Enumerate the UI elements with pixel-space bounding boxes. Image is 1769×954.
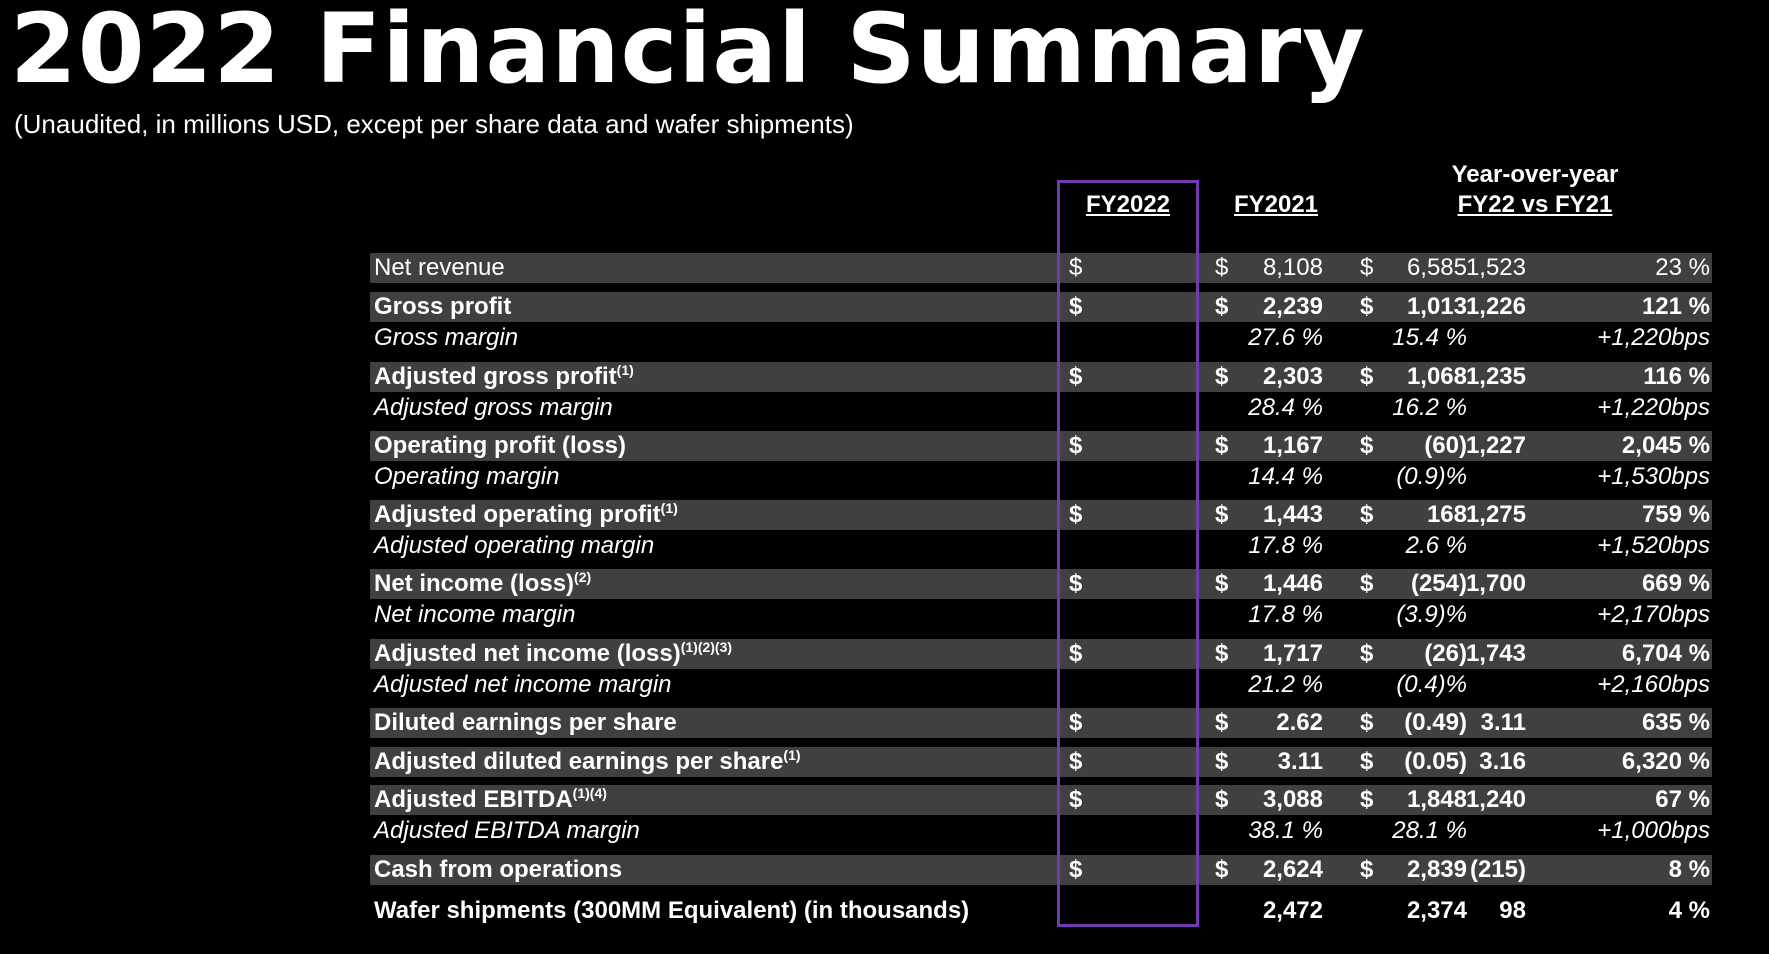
fy2022-value: 2,239 xyxy=(1262,293,1323,320)
yoy-change-percent: +1,220bps xyxy=(1597,394,1710,421)
row-label: Adjusted operating profit$^{(1)}$ xyxy=(374,500,678,528)
row-label: Adjusted operating margin xyxy=(374,532,655,559)
fy2022-currency: $ xyxy=(1069,570,1083,597)
row-label: Adjusted gross profit$^{(1)}$ xyxy=(374,362,634,390)
table-row xyxy=(370,785,1712,815)
fy2021-value: 1,848 xyxy=(1406,786,1467,813)
table-row xyxy=(370,896,1712,926)
yoy-change-percent: 23 % xyxy=(1655,254,1710,281)
fy2021-currency: $ xyxy=(1215,570,1229,597)
table-row xyxy=(370,708,1712,738)
fy2021-value: 2,374 xyxy=(1406,897,1467,924)
header-fy2022: FY2022 xyxy=(1085,191,1171,218)
row-label: Adjusted EBITDA margin xyxy=(374,817,640,844)
fy2022-currency: $ xyxy=(1069,640,1083,667)
row-label: Operating profit (loss) xyxy=(374,432,626,459)
fy2021-currency: $ xyxy=(1215,748,1229,775)
yoy-change-value: 3.11 xyxy=(1480,709,1526,736)
fy2021-currency: $ xyxy=(1215,432,1229,459)
page-title: 2022 Financial Summary xyxy=(10,0,1366,105)
fy2021-value: (0.4)% xyxy=(1396,671,1467,698)
fy2021-value: (60) xyxy=(1424,432,1467,459)
table-row xyxy=(370,292,1712,322)
fy2022-value: 2,303 xyxy=(1262,363,1323,390)
yoy-change-value: 1,700 xyxy=(1465,570,1526,597)
row-label: Adjusted net income margin xyxy=(374,671,672,698)
fy2022-highlight-box xyxy=(1057,180,1199,927)
yoy-change-percent: 2,045 % xyxy=(1621,432,1710,459)
fy2022-value: 21.2 % xyxy=(1248,671,1323,698)
fy2021-currency: $ xyxy=(1215,786,1229,813)
yoy-change-value: 1,523 xyxy=(1465,254,1526,281)
yoy-change-value: 1,226 xyxy=(1465,293,1526,320)
row-label: Adjusted gross margin xyxy=(374,394,613,421)
yoy-change-percent: 8 % xyxy=(1668,856,1710,883)
yoy-change-value: 3.16 xyxy=(1479,748,1526,775)
fy2021-value: 28.1 % xyxy=(1392,817,1467,844)
fy2021-value: (254) xyxy=(1410,570,1467,597)
footnote-marker: (1) xyxy=(660,500,678,516)
table-row xyxy=(370,816,1712,846)
table-row xyxy=(370,431,1712,461)
yoy-change-percent: +1,520bps xyxy=(1597,532,1710,559)
fy2022-currency: $ xyxy=(1069,748,1083,775)
fy2022-value: 8,108 xyxy=(1262,254,1323,281)
fy2021-currency: $ xyxy=(1215,640,1229,667)
yoy-currency: $ xyxy=(1360,501,1374,528)
yoy-currency: $ xyxy=(1360,570,1374,597)
fy2021-currency: $ xyxy=(1215,856,1229,883)
row-label: Adjusted diluted earnings per share$^{(1)}$ xyxy=(374,747,801,775)
header-fy2021: FY2021 xyxy=(1233,191,1319,218)
fy2022-value: 3.11 xyxy=(1277,748,1323,775)
table-row xyxy=(370,747,1712,777)
fy2021-currency: $ xyxy=(1215,501,1229,528)
yoy-currency: $ xyxy=(1360,640,1374,667)
fy2022-currency: $ xyxy=(1069,432,1083,459)
row-label: Net income (loss)$^{(2)}$ xyxy=(374,569,592,597)
table-row xyxy=(370,462,1712,492)
table-row xyxy=(370,639,1712,669)
fy2021-value: 6,585 xyxy=(1406,254,1467,281)
yoy-change-value: 98 xyxy=(1499,897,1526,924)
fy2021-value: 1,013 xyxy=(1406,293,1467,320)
yoy-currency: $ xyxy=(1360,748,1374,775)
table-row xyxy=(370,569,1712,599)
header-yoy-line2: FY22 vs FY21 xyxy=(1457,191,1613,218)
fy2022-value: 17.8 % xyxy=(1248,532,1323,559)
fy2022-value: 17.8 % xyxy=(1248,601,1323,628)
yoy-change-value: 1,227 xyxy=(1465,432,1526,459)
table-row xyxy=(370,670,1712,700)
fy2021-value: 16.2 % xyxy=(1392,394,1467,421)
yoy-change-percent: 67 % xyxy=(1655,786,1710,813)
fy2022-value: 1,167 xyxy=(1262,432,1323,459)
yoy-currency: $ xyxy=(1360,786,1374,813)
row-label: Wafer shipments (300MM Equivalent) (in thousands) xyxy=(374,897,970,924)
yoy-change-value: 1,743 xyxy=(1465,640,1526,667)
table-row xyxy=(370,500,1712,530)
yoy-change-percent: +2,170bps xyxy=(1597,601,1710,628)
yoy-change-value: 1,235 xyxy=(1465,363,1526,390)
yoy-currency: $ xyxy=(1360,254,1374,281)
yoy-change-percent: +1,530bps xyxy=(1597,463,1710,490)
yoy-change-percent: 116 % xyxy=(1643,363,1710,390)
fy2022-value: 27.6 % xyxy=(1248,324,1323,351)
fy2021-currency: $ xyxy=(1215,254,1229,281)
fy2022-currency: $ xyxy=(1069,363,1083,390)
fy2021-value: 168 xyxy=(1426,501,1467,528)
row-label: Operating margin xyxy=(374,463,560,490)
fy2021-value: 2.6 % xyxy=(1405,532,1467,559)
yoy-currency: $ xyxy=(1360,432,1374,459)
fy2022-value: 2,624 xyxy=(1262,856,1323,883)
footnote-marker: (2) xyxy=(574,569,592,585)
fy2021-currency: $ xyxy=(1215,363,1229,390)
row-label: Cash from operations xyxy=(374,856,623,883)
footnote-marker: (1)(4) xyxy=(572,785,607,801)
fy2022-value: 2.62 xyxy=(1276,709,1323,736)
table-row xyxy=(370,855,1712,885)
fy2021-value: 15.4 % xyxy=(1392,324,1467,351)
yoy-change-percent: +1,220bps xyxy=(1597,324,1710,351)
footnote-marker: (1) xyxy=(616,362,634,378)
fy2022-value: 28.4 % xyxy=(1248,394,1323,421)
fy2022-value: 1,717 xyxy=(1262,640,1323,667)
yoy-change-percent: 759 % xyxy=(1641,501,1710,528)
fy2022-value: 1,443 xyxy=(1262,501,1323,528)
yoy-change-percent: +1,000bps xyxy=(1597,817,1710,844)
yoy-change-value: 1,275 xyxy=(1465,501,1526,528)
table-row xyxy=(370,531,1712,561)
yoy-currency: $ xyxy=(1360,856,1374,883)
fy2021-value: (0.49) xyxy=(1404,709,1467,736)
fy2022-value: 14.4 % xyxy=(1248,463,1323,490)
header-yoy-line1: Year-over-year xyxy=(1451,161,1619,188)
table-row xyxy=(370,253,1712,283)
yoy-change-percent: 6,320 % xyxy=(1621,748,1710,775)
table-row xyxy=(370,362,1712,392)
fy2021-value: (0.9)% xyxy=(1396,463,1467,490)
yoy-change-value: (215) xyxy=(1469,856,1526,883)
fy2021-value: (26) xyxy=(1424,640,1467,667)
fy2021-value: 1,068 xyxy=(1406,363,1467,390)
fy2022-currency: $ xyxy=(1069,709,1083,736)
fy2022-currency: $ xyxy=(1069,856,1083,883)
fy2021-value: (3.9)% xyxy=(1396,601,1467,628)
row-label: Adjusted $EBITDA^{(1)(4)}$ xyxy=(374,785,607,813)
yoy-change-value: 1,240 xyxy=(1465,786,1526,813)
row-label: Diluted earnings per share xyxy=(374,709,677,736)
fy2021-currency: $ xyxy=(1215,293,1229,320)
yoy-currency: $ xyxy=(1360,709,1374,736)
fy2022-value: 1,446 xyxy=(1262,570,1323,597)
row-label: Gross margin xyxy=(374,324,519,351)
fy2022-currency: $ xyxy=(1069,501,1083,528)
table-row xyxy=(370,393,1712,423)
fy2022-currency: $ xyxy=(1069,293,1083,320)
fy2022-currency: $ xyxy=(1069,254,1083,281)
yoy-change-percent: 635 % xyxy=(1641,709,1710,736)
row-label: Adjusted net income (loss)$^{(1)(2)(3)}$ xyxy=(374,639,733,667)
yoy-change-percent: 4 % xyxy=(1668,897,1710,924)
row-label: Net income margin xyxy=(374,601,576,628)
fy2021-currency: $ xyxy=(1215,709,1229,736)
page-subtitle: (Unaudited, in millions USD, except per share data and wafer shipments) xyxy=(14,109,854,139)
yoy-change-percent: 121 % xyxy=(1641,293,1710,320)
fy2022-currency: $ xyxy=(1069,786,1083,813)
table-row xyxy=(370,600,1712,630)
yoy-change-percent: 669 % xyxy=(1641,570,1710,597)
fy2022-value: 3,088 xyxy=(1262,786,1323,813)
fy2022-value: 38.1 % xyxy=(1248,817,1323,844)
fy2021-value: 2,839 xyxy=(1406,856,1467,883)
fy2021-value: (0.05) xyxy=(1404,748,1467,775)
yoy-currency: $ xyxy=(1360,293,1374,320)
yoy-currency: $ xyxy=(1360,363,1374,390)
yoy-change-percent: +2,160bps xyxy=(1597,671,1710,698)
footnote-marker: (1)(2)(3) xyxy=(680,639,733,655)
footnote-marker: (1) xyxy=(783,747,801,763)
row-label: Net revenue xyxy=(374,254,505,281)
yoy-change-percent: 6,704 % xyxy=(1621,640,1710,667)
row-label: Gross profit xyxy=(374,293,512,320)
fy2022-value: 2,472 xyxy=(1262,897,1323,924)
table-row xyxy=(370,323,1712,353)
